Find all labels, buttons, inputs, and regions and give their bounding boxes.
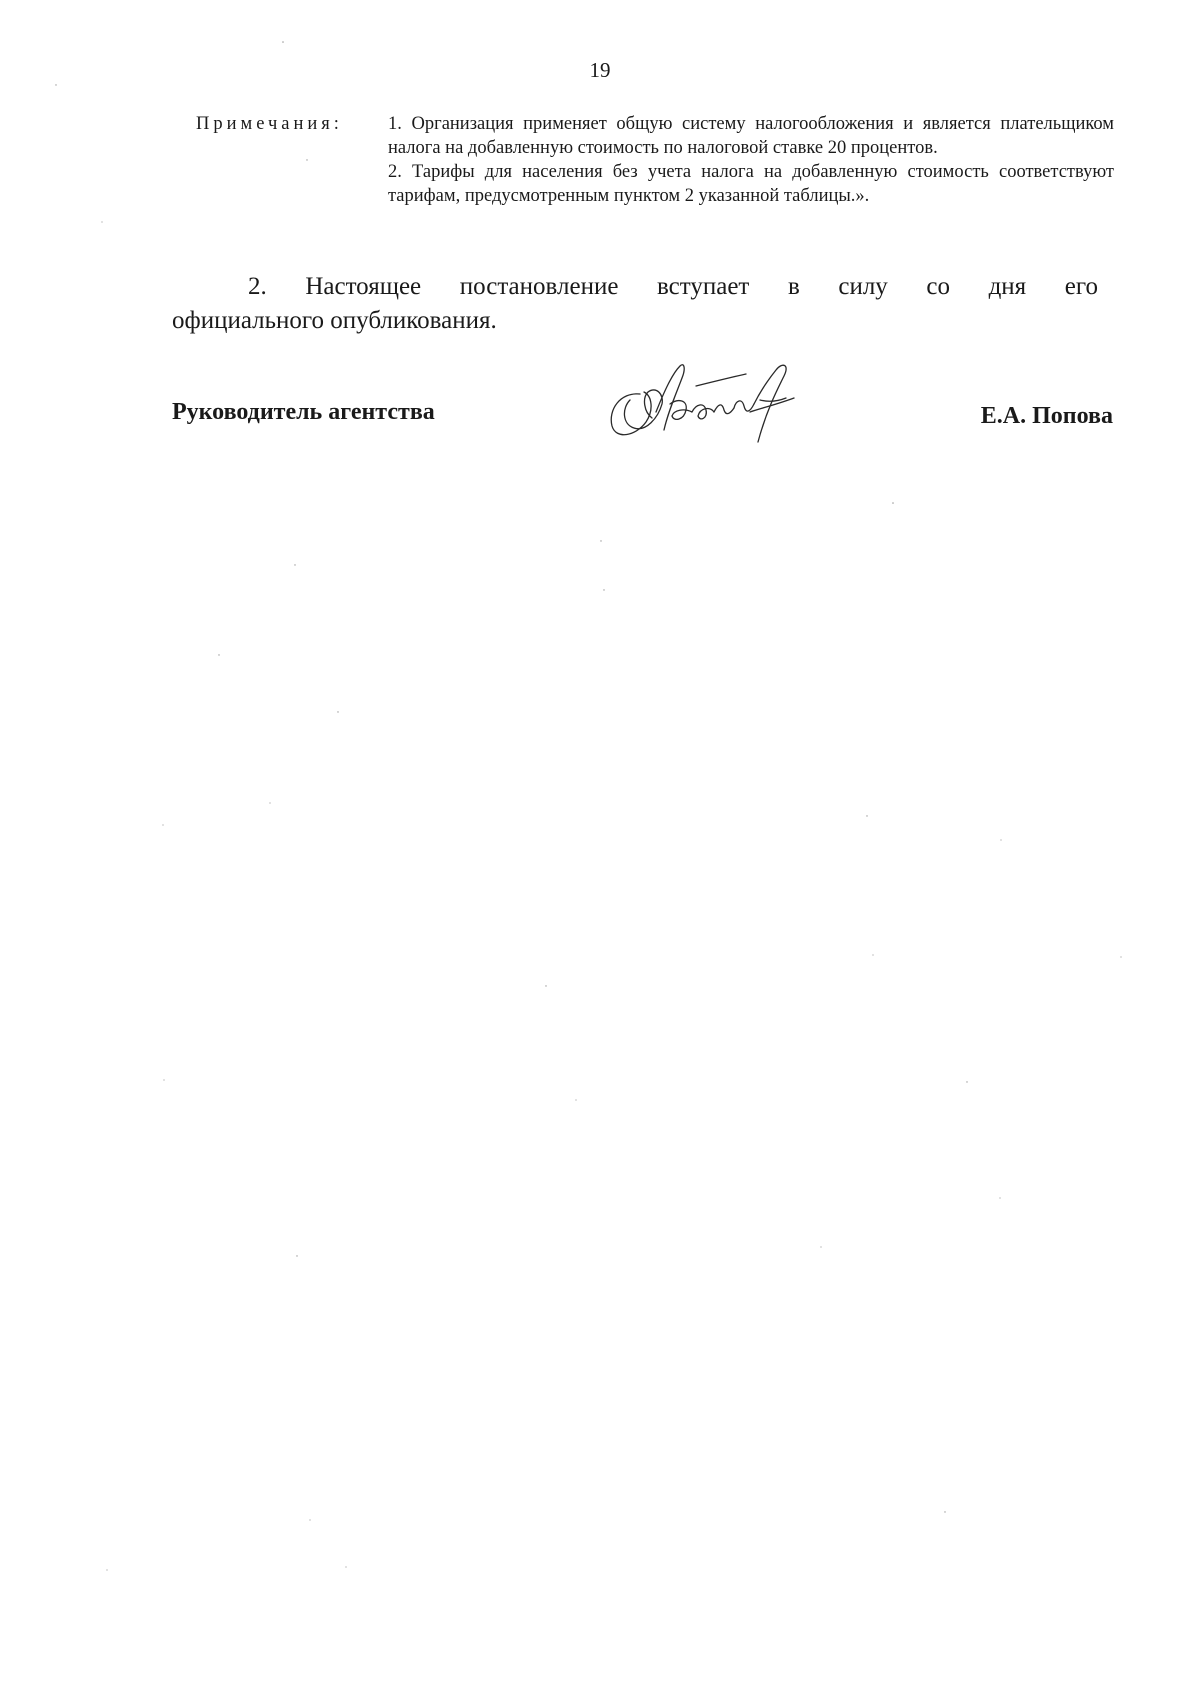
- clause-word: его: [1064, 273, 1098, 300]
- signer-name: Е.А. Попова: [980, 403, 1113, 429]
- signer-title: Руководитель агентства: [172, 399, 435, 425]
- clause-word: силу: [838, 273, 888, 300]
- clause-word: дня: [988, 273, 1027, 300]
- clause-line-2: официального опубликования.: [172, 307, 497, 334]
- clause-word: вступает: [657, 273, 750, 300]
- page-number: 19: [589, 58, 611, 82]
- note-item-2: 2. Тарифы для населения без учета налога на добавленную стоимость соответствуют тарифам, предусмотренным пунктом 2 указанной таблицы.».: [388, 162, 1114, 206]
- clause-word: постановление: [459, 273, 619, 300]
- clause-word: Настоящее: [305, 273, 422, 300]
- notes-label: Примечания:: [196, 114, 343, 134]
- clause-word: в: [787, 273, 800, 300]
- clause-number: 2.: [248, 273, 267, 300]
- note-item-1: 1. Организация применяет общую систему налогообложения и является плательщиком налога на добавленную стоимость по налоговой ставке 20 процентов.: [388, 114, 1114, 158]
- clause-word: со: [926, 273, 950, 300]
